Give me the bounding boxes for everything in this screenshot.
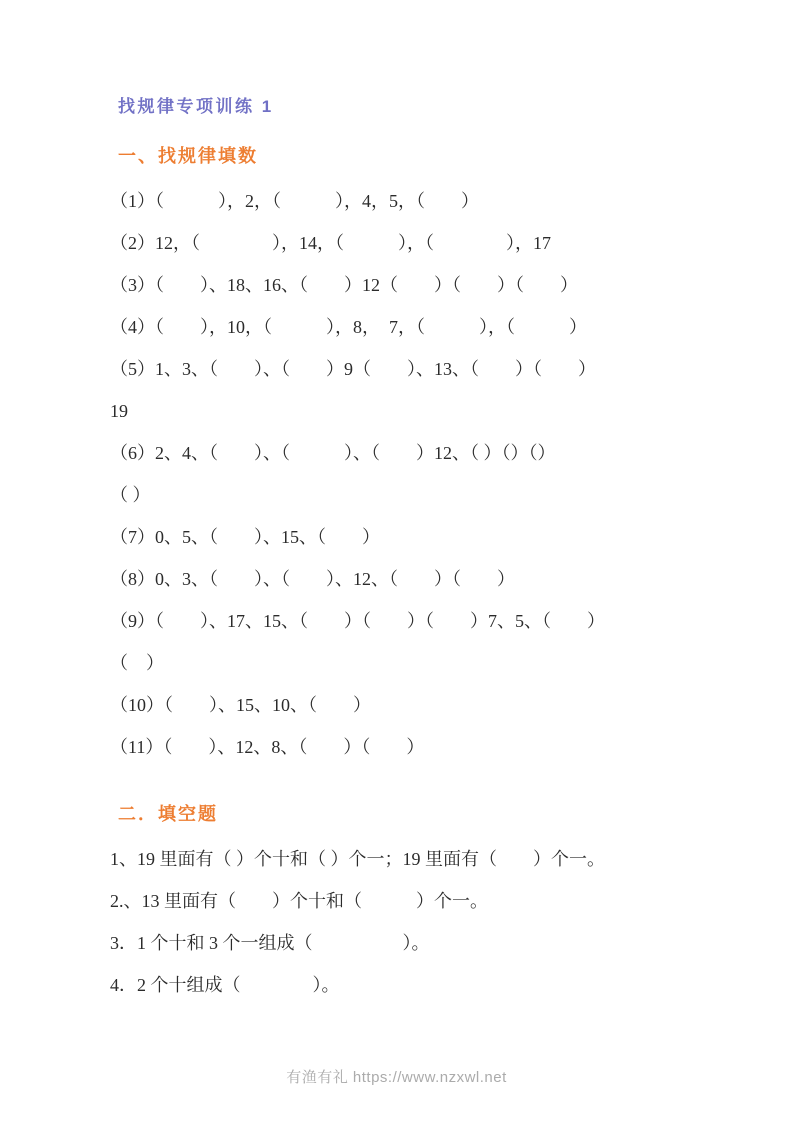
section-2-items <box>110 838 732 1006</box>
section-2-heading: 二．填空题 <box>118 804 218 824</box>
worksheet-line-6: （6）2、4、（ ）、（ ）、（ ）12、（ ）（）（） <box>110 443 556 463</box>
section-1-lines <box>110 180 732 768</box>
worksheet-line-11: （11）（ ）、12、8、（ ）（ ） <box>110 737 425 757</box>
worksheet-line-2: （2）12，（ ），14，（ ），（ ），17 <box>110 233 551 253</box>
worksheet-line-4: （4）（ ），10，（ ），8， 7，（ ），（ ） <box>110 317 587 337</box>
worksheet-line-9-wrap: （ ） <box>110 653 164 673</box>
worksheet-line-7: （7）0、5、（ ）、15、（ ） <box>110 527 380 547</box>
worksheet-line-3: （3）（ ）、18、16、（ ）12（ ）（ ）（ ） <box>110 275 578 295</box>
worksheet-line-5-wrap: 19 <box>110 401 128 421</box>
worksheet-line-10: （10）（ ）、15、10、（ ） <box>110 695 371 715</box>
page-title: 找规律专项训练 1 <box>118 97 274 116</box>
worksheet-line-9: （9）（ ）、17、15、（ ）（ ）（ ）7、5、（ ） <box>110 611 605 631</box>
section-1-heading: 一、找规律填数 <box>118 146 258 166</box>
fill-blank-item-2: 2.、13 里面有（ ）个十和（ ）个一。 <box>110 891 488 911</box>
worksheet-line-8: （8）0、3、（ ）、（ ）、12、（ ）（ ） <box>110 569 515 589</box>
worksheet-line-5: （5）1、3、（ ）、（ ）9（ ）、13、（ ）（ ） <box>110 359 596 379</box>
fill-blank-item-4: 4．2 个十组成（ ）。 <box>110 975 340 995</box>
worksheet-content <box>110 96 732 1006</box>
worksheet-line-1: （1）（ ），2，（ ），4，5，（ ） <box>110 191 479 211</box>
worksheet-line-6-wrap: （ ） <box>110 485 151 505</box>
fill-blank-item-3: 3．1 个十和 3 个一组成（ ）。 <box>110 933 430 953</box>
watermark-footer: 有渔有礼 https://www.nzxwl.net <box>286 1069 507 1086</box>
fill-blank-item-1: 1、19 里面有（ ）个十和（ ）个一；19 里面有（ ）个一。 <box>110 849 605 869</box>
